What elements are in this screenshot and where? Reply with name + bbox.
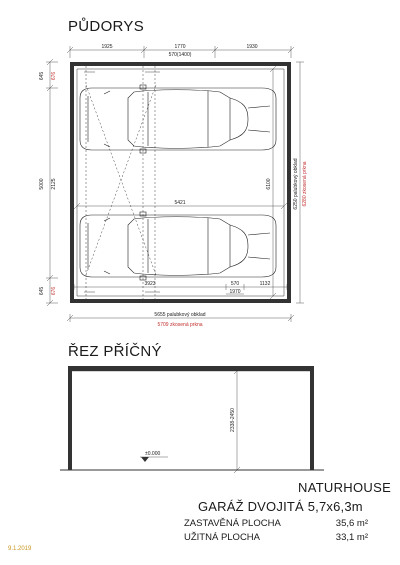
door-markings [86,66,156,299]
section-height: 2338-2450 [230,408,236,432]
built-area-value: 35,6 m² [335,518,368,529]
dim-top-mid-sub: 570(1400) [168,52,192,58]
dim-left-mid: 5000 [39,178,45,190]
dim-bottom-b: 570 [230,281,240,287]
plan-bottom-outer-dimensions [67,312,294,328]
dim-top-right: 1930 [246,44,258,50]
section-level-marker [140,451,168,462]
car-bottom [80,212,276,280]
dim-bottom-a: 3923 [144,281,156,287]
plan-left-dimensions [39,59,58,306]
product-title: GARÁŽ DVOJITÁ 5,7x6,3m [198,499,363,514]
dim-bottom-d: 1970 [229,289,241,295]
dim-left-mid-sub: 2125 [51,178,57,190]
dim-inner-vertical: 6100 [266,178,272,190]
built-area-label: ZASTAVĚNÁ PLOCHA [184,518,281,529]
usable-area-label: UŽITNÁ PLOCHA [184,532,261,543]
plan-inner-width-dimension [74,200,287,209]
plan-inner-vertical-dimension [266,66,276,299]
dim-bottom-outer-red: 5709 zkosená prkna [157,322,203,328]
plan-right-dimensions [293,62,308,303]
car-top [80,85,276,153]
dim-left-bot: 645 [39,286,45,296]
dim-top-mid: 1770 [174,44,186,50]
brand-name: NATURHOUSE [298,480,392,495]
drawing-date: 9.1.2019 [8,546,32,552]
dim-left-bot-red: 676 [51,286,57,296]
section-level: ±0.000 [145,451,161,457]
dim-bottom-c: 1132 [259,281,271,287]
plan-top-dimensions [67,44,294,58]
dim-inner-width: 5421 [174,200,186,206]
dim-left-top-red: 676 [51,71,57,81]
section-height-dimension [230,368,240,473]
section-title: ŘEZ PŘÍČNÝ [68,343,162,360]
plan-bottom-inner-dimensions [74,281,287,295]
section-walls [68,366,314,470]
dim-bottom-outer: 5655 palubkový obklad [154,312,206,318]
dim-top-left: 1925 [101,44,113,50]
plan-walls [70,62,291,303]
usable-area-value: 33,1 m² [335,532,368,543]
plan-title: PŮDORYS [68,18,145,35]
dim-right-outer: 6250 palubkový obklad [293,158,299,210]
dim-right-outer-red: 6280 zkosená prkna [302,161,308,207]
dim-left-top: 645 [39,71,45,81]
